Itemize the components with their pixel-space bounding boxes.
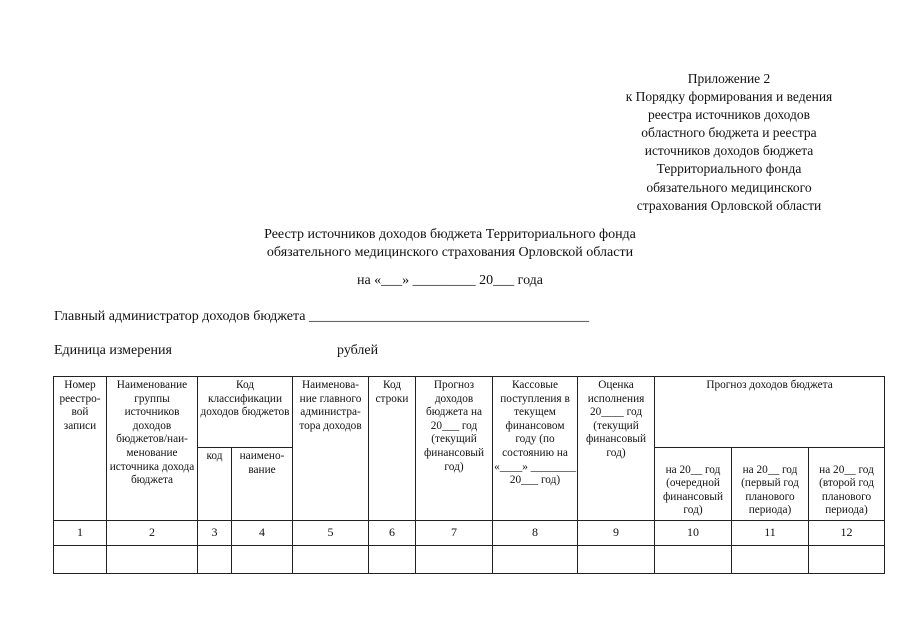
appendix-block <box>598 70 860 215</box>
header-chief-administrator: Наименова-ние главного администра-тора доходов <box>293 377 369 521</box>
column-number: 7 <box>416 521 493 546</box>
appendix-line: областного бюджета и реестра <box>641 125 817 141</box>
header-line-code: Код строки <box>369 377 416 521</box>
appendix-line: источников доходов бюджета <box>644 143 814 159</box>
header-next-year: на 20__ год (очередной финансовый год) <box>655 448 732 521</box>
column-number: 6 <box>369 521 416 546</box>
column-number: 10 <box>655 521 732 546</box>
appendix-line: реестра источников доходов <box>647 107 811 123</box>
header-income-group-name: Наименование группы источников доходов бюджетов/наи-менование источника дохода бюджета <box>107 377 198 521</box>
document-title <box>150 226 750 262</box>
empty-cell <box>493 546 578 574</box>
title-line-1: Реестр источников доходов бюджета Территориального фонда <box>264 227 636 242</box>
registry-table <box>53 376 885 574</box>
header-cash-receipts: Кассовые поступления в текущем финансовом году (по состоянию на «____» ________ 20___ год) <box>493 377 578 521</box>
header-income-forecast-current: Прогноз доходов бюджета на 20___ год (текущий финансовый год) <box>416 377 493 521</box>
empty-cell <box>416 546 493 574</box>
chief-administrator-line: Главный администратор доходов бюджета ________________________________________ <box>54 309 589 324</box>
empty-cell <box>232 546 293 574</box>
header-record-number: Номер реестро-вой записи <box>54 377 107 521</box>
appendix-line: обязательного медицинского <box>646 179 812 195</box>
empty-cell <box>809 546 885 574</box>
header-second-planning-year: на 20__ год (второй год планового периода) <box>809 448 885 521</box>
appendix-line: страхования Орловской области <box>636 197 822 213</box>
table-row <box>54 546 885 574</box>
column-number: 2 <box>107 521 198 546</box>
column-number: 11 <box>732 521 809 546</box>
column-number: 1 <box>54 521 107 546</box>
empty-cell <box>655 546 732 574</box>
unit-label: Единица измерения <box>54 343 172 358</box>
appendix-line: Территориального фонда <box>656 161 802 177</box>
appendix-line: Приложение 2 <box>687 71 771 86</box>
empty-cell <box>107 546 198 574</box>
header-code: код <box>198 448 232 521</box>
empty-cell <box>198 546 232 574</box>
column-number: 4 <box>232 521 293 546</box>
header-execution-estimate: Оценка исполнения 20____ год (текущий финансовый год) <box>578 377 655 521</box>
empty-cell <box>293 546 369 574</box>
empty-cell <box>732 546 809 574</box>
column-number: 12 <box>809 521 885 546</box>
header-first-planning-year: на 20__ год (первый год планового периода) <box>732 448 809 521</box>
title-line-2: обязательного медицинского страхования Орловской области <box>266 245 634 260</box>
column-number: 5 <box>293 521 369 546</box>
empty-cell <box>578 546 655 574</box>
appendix-line: к Порядку формирования и ведения <box>625 89 833 105</box>
column-number: 3 <box>198 521 232 546</box>
header-code-name: наимено-вание <box>232 448 293 521</box>
header-income-forecast-group: Прогноз доходов бюджета <box>655 377 885 448</box>
date-line: на «___» _________ 20___ года <box>356 273 544 288</box>
column-number-row <box>54 521 885 546</box>
header-classification-code: Код классификации доходов бюджетов <box>198 377 293 448</box>
empty-cell <box>369 546 416 574</box>
empty-cell <box>54 546 107 574</box>
column-number: 8 <box>493 521 578 546</box>
column-number: 9 <box>578 521 655 546</box>
unit-value: рублей <box>337 343 379 358</box>
